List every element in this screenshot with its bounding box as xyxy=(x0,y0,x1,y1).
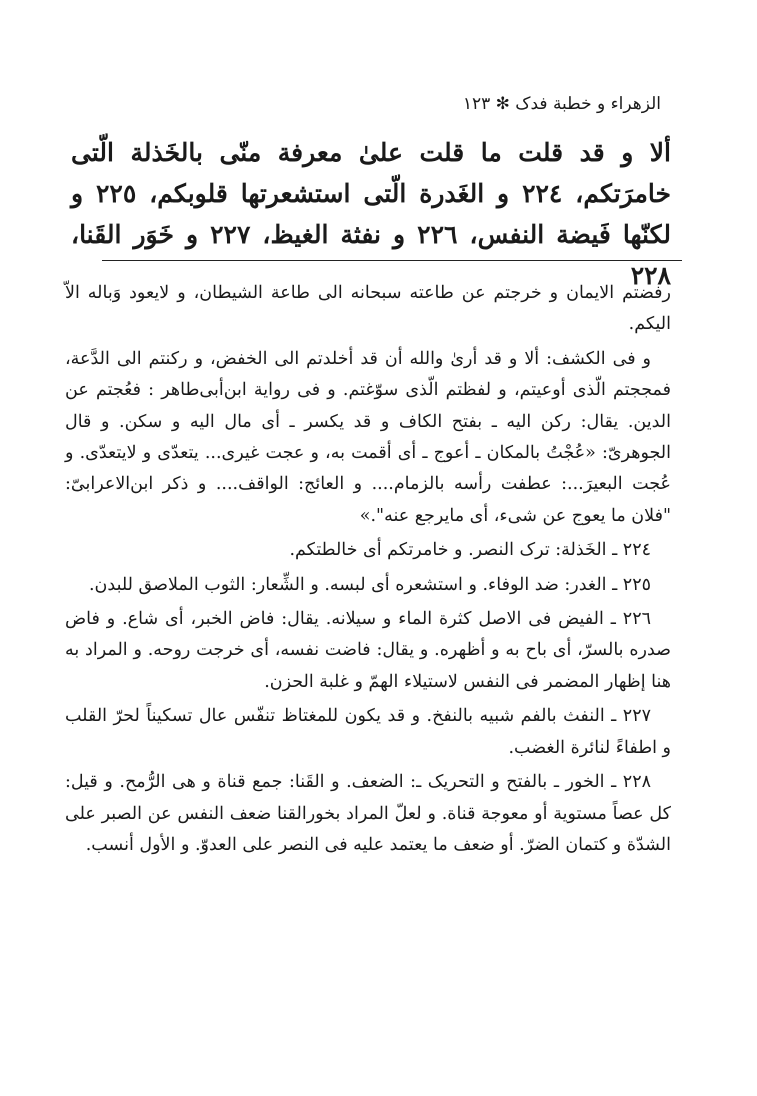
footnote-225: ٢٢٥ ـ الغدر: ضد الوفاء. و استشعره أى لبسه. و الشِّعار: الثوب الملاصق للبدن. xyxy=(88,574,651,595)
footnote-227: ٢٢٧ ـ النفث بالفم شبيه بالنفخ. و قد يکون للمغتاظ تنفّس عال تسکيناً لحرّ القلب و اطفاءً لنائرة الغضب. xyxy=(65,706,671,758)
footnote-kashf: و فى الکشف: ألا و قد أرىٰ والله أن قد أخلدتم الى الخفض، و رکنتم الى الدَّعة، فمججتم الّذى أوعيتم، و لفظتم الّذى سوّغتم. و فى رواية ابن‌أبى‌طاهر : فعُجتم عن الدين. يقال: رکن اليه ـ بفتح الکاف و قد يکسر ـ أى مال اليه و سکن. و قال الجوهرىّ: «عُجْتُ بالمکان ـ أعوج ـ أى أقمت به، و عجت غيرى... يتعدّى و لايتعدّى. و عُجت البعيرَ...: عطفت رأسه بالزمام.... و العائج: الواقف.... و ذکر ابن‌الاعرابىّ: "فلان ما يعوج عن شىء، أى مايرجع عنه".» xyxy=(65,348,671,526)
footnote-continuation: رفضتم الايمان و خرجتم عن طاعته سبحانه الى طاعة الشيطان، و لايعود وَباله الاّ اليكم. xyxy=(65,283,671,335)
footnote-228: ٢٢٨ ـ الخور ـ بالفتح و التحريک ـ: الضعف. و القَنا: جمع قناة و هى الرُّمح. و قيل: کل عصاً مستوية أو معوجة قناة. و لعلّ المراد بخورالقنا ضعف النفس عن الصبر على الشدّة و کتمان الضرّ. أو ضعف ما يعتمد عليه فى النصر على العدوّ. و الأول أنسب. xyxy=(65,772,671,855)
running-head: الزهراء و خطبة فدک ✻ ١٢٣ xyxy=(462,94,661,114)
footnote-226: ٢٢٦ ـ الفيض فى الاصل کثرة الماء و سيلانه. يقال: فاض الخبر، أى شاع. و فاض صدره بالسرّ، أى باح به و أظهره. و يقال: فاضت نفسه، أى خرجت روحه. و المراد به هنا إظهار المضمر فى النفس لاستيلاء الهمّ و غلبة الحزن. xyxy=(65,609,671,692)
footnotes xyxy=(65,278,671,864)
footnote-224: ٢٢٤ ـ الخَذلة: ترک النصر. و خامرتکم أى خالطتکم. xyxy=(289,540,651,561)
footnote-divider xyxy=(102,260,682,261)
sermon-passage: ألا و قد قلت ما قلت علىٰ معرفة منّى بالخَذلة الّتى خامرَتكم، ٢٢٤ و الغَدرة الّتى استشعرتها قلوبكم، ٢٢٥ و لكنّها فَيضة النفس، ٢٢٦ و نفثة الغيظ، ٢٢٧ و خَوَر القَنا، ٢٢٨ xyxy=(71,138,672,290)
